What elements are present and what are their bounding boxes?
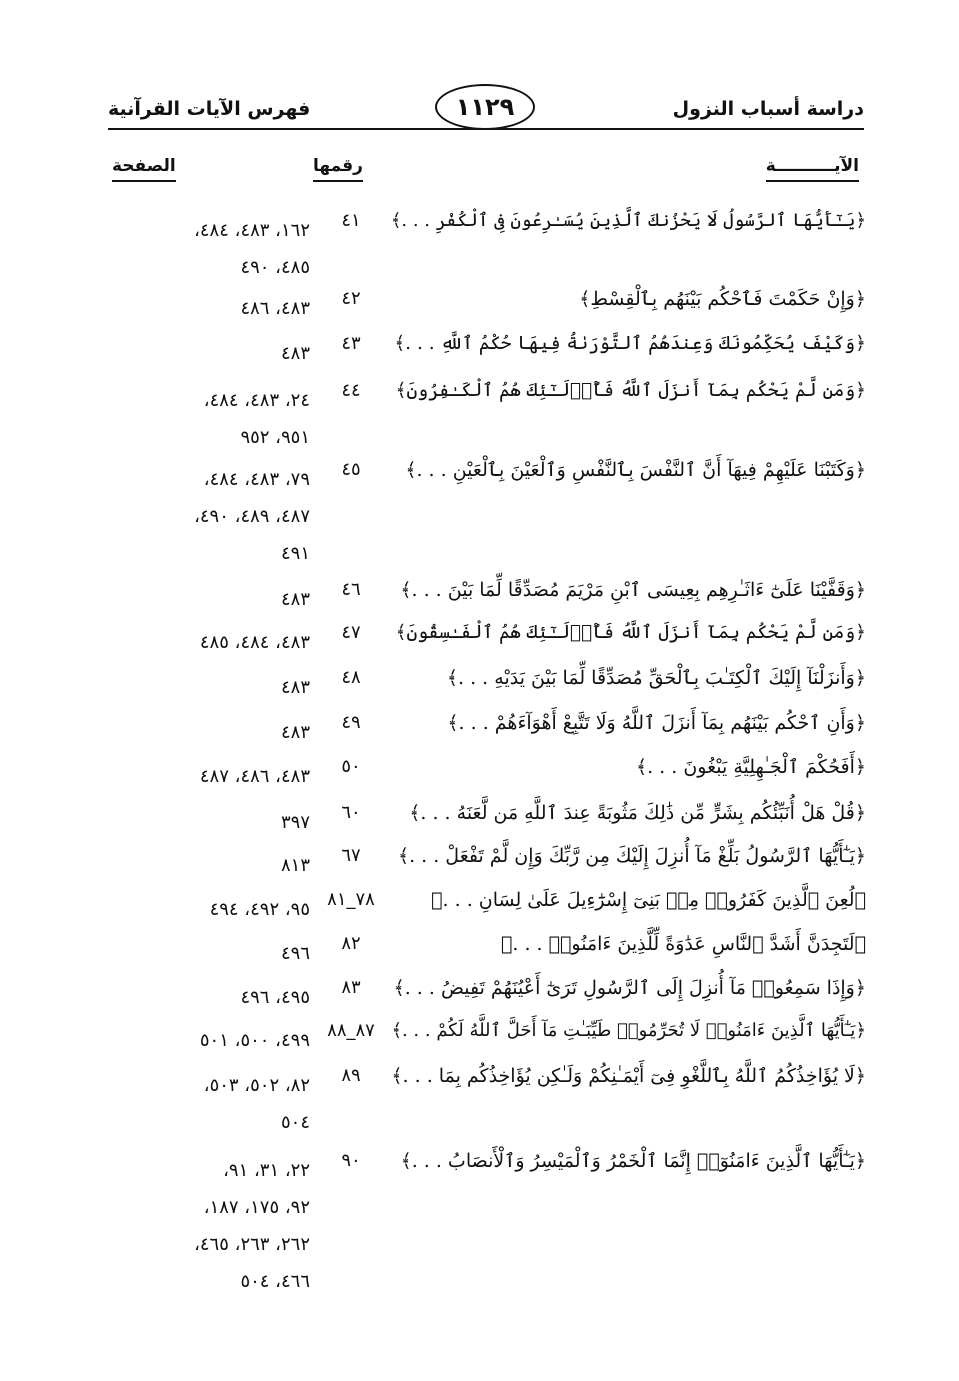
book-title: دراسة أسباب النزول <box>672 98 864 120</box>
page-ref-line: ٤٨٣ <box>280 677 310 698</box>
verse-text: ﴿وَإِنْ حَكَمْتَ فَٱحْكُم بَيْنَهُم بِٱلْقِسْطِ﴾ <box>579 288 866 310</box>
verse-text: ﴿وَأَنزَلْنَآ إِلَيْكَ ٱلْكِتَـٰبَ بِٱلْحَقِّ مُصَدِّقًا لِّمَا بَيْنَ يَدَيْهِ . . .﴾ <box>446 667 866 689</box>
page-references <box>110 290 310 327</box>
page-header <box>108 82 864 134</box>
page-ref-line: ٤٨٥، ٤٩٠ <box>240 257 310 278</box>
verse-number: ٤٥ <box>341 459 361 480</box>
page-references <box>110 335 310 372</box>
page-ref-line: ٩٥١، ٩٥٢ <box>240 427 310 448</box>
page-ref-line: ٢٤، ٤٨٣، ٤٨٤، <box>203 390 310 411</box>
verse-text: ﴿يَـٰٓأَيُّهَا ٱلَّذِينَ ءَامَنُوٓا۟ إِنَّمَا ٱلْخَمْرُ وَٱلْمَيْسِرُ وَٱلْأَنصَابُ . . .﴾ <box>400 1150 866 1172</box>
page-ref-line: ١٦٢، ٤٨٣، ٤٨٤، <box>194 220 310 241</box>
verse-number: ٦٠ <box>341 802 361 823</box>
verse-number: ٤٨ <box>341 667 361 688</box>
verse-number: ٤٣ <box>341 333 361 354</box>
verse-text: ﴿وَقَفَّيْنَا عَلَىٰٓ ءَاثَـٰرِهِم بِعِيسَى ٱبْنِ مَرْيَمَ مُصَدِّقًا لِّمَا بَيْنَ . . .﴾ <box>400 579 866 601</box>
verse-text: ﴿وَأَنِ ٱحْكُم بَيْنَهُم بِمَآ أَنزَلَ ٱللَّهُ وَلَا تَتَّبِعْ أَهْوَآءَهُمْ . . .﴾ <box>447 712 866 734</box>
verse-number: ٩٠ <box>341 1150 361 1171</box>
page-references <box>110 382 310 456</box>
page-references <box>110 624 310 661</box>
verse-number: ٥٠ <box>341 756 361 777</box>
verse-number: ٤٩ <box>341 712 361 733</box>
column-header-number-label: رقمها <box>313 156 363 182</box>
page-references <box>110 461 310 572</box>
page-ref-line: ٤٩١ <box>280 543 310 564</box>
verse-number: ٧٨_٨١ <box>327 889 375 910</box>
page-ref-line: ٨٢، ٥٠٢، ٥٠٣، <box>203 1075 310 1096</box>
page-ref-line: ٢٢، ٣١، ٩١، <box>223 1160 310 1181</box>
section-title: فهرس الآيات القرآنية <box>108 98 311 120</box>
verse-number: ٨٧_٨٨ <box>327 1020 375 1041</box>
page-references <box>110 979 310 1016</box>
page-ref-line: ٧٩، ٤٨٣، ٤٨٤، <box>203 469 310 490</box>
column-header-page-label: الصفحة <box>112 156 176 182</box>
column-header-page <box>112 156 176 176</box>
verse-number: ٤٢ <box>341 288 361 309</box>
verse-text: ﴿لَتَجِدَنَّ أَشَدَّ ٱلنَّاسِ عَدَٰوَةً لِّلَّذِينَ ءَامَنُوا۟ . . .﴾ <box>500 933 866 955</box>
column-header-number <box>313 156 363 176</box>
page-references <box>110 1022 310 1059</box>
page-ref-line: ٤٩٥، ٤٩٦ <box>240 987 310 1008</box>
header-divider <box>108 128 864 130</box>
verse-number: ٦٧ <box>341 845 361 866</box>
verse-number: ٨٢ <box>341 933 361 954</box>
page-ref-line: ٤٨٣ <box>280 589 310 610</box>
verse-text: ﴿قُلْ هَلْ أُنَبِّئُكُم بِشَرٍّ مِّن ذَٰلِكَ مَثُوبَةً عِندَ ٱللَّهِ مَن لَّعَنَهُ . . .﴾ <box>409 802 866 824</box>
page-ref-line: ٤٨٣، ٤٨٤، ٤٨٥ <box>199 632 310 653</box>
verse-number: ٨٣ <box>341 977 361 998</box>
verse-text: ﴿يَـٰٓأَيُّهَا ٱلرَّسُولُ لَا يَحْزُنكَ ٱلَّذِينَ يُسَـٰرِعُونَ فِى ٱلْكُفْرِ . . .﴾ <box>390 210 866 231</box>
page-ref-line: ٨١٣ <box>280 855 310 876</box>
verse-text: ﴿وَمَن لَّمْ يَحْكُم بِمَآ أَنزَلَ ٱللَّهُ فَأُو۟لَـٰٓئِكَ هُمُ ٱلْكَـٰفِرُونَ﴾ <box>395 380 866 401</box>
page-references <box>110 1067 310 1141</box>
verse-text: ﴿وَكَيْفَ يُحَكِّمُونَكَ وَعِندَهُمُ ٱلتَّوْرَىٰةُ فِيهَا حُكْمُ ٱللَّهِ . . .﴾ <box>394 333 866 354</box>
page-references <box>110 935 310 972</box>
verse-text: ﴿لَا يُؤَاخِذُكُمُ ٱللَّهُ بِٱللَّغْوِ فِىٓ أَيْمَـٰنِكُمْ وَلَـٰكِن يُؤَاخِذُكُم بِمَا . . .﴾ <box>391 1065 866 1087</box>
verse-number: ٤١ <box>341 210 361 231</box>
verse-text: ﴿أَفَحُكْمَ ٱلْجَـٰهِلِيَّةِ يَبْغُونَ . . .﴾ <box>635 756 866 778</box>
verse-text: ﴿وَمَن لَّمْ يَحْكُم بِمَآ أَنزَلَ ٱللَّهُ فَأُو۟لَـٰٓئِكَ هُمُ ٱلْفَـٰسِقُونَ﴾ <box>395 622 866 643</box>
column-header-ayah-label: الآيــــــــــة <box>766 156 859 182</box>
verse-number: ٤٦ <box>341 579 361 600</box>
verse-text: ﴿يَـٰٓأَيُّهَا ٱلرَّسُولُ بَلِّغْ مَآ أُنزِلَ إِلَيْكَ مِن رَّبِّكَ وَإِن لَّمْ تَفْعَلْ . . .﴾ <box>397 845 866 867</box>
verse-text: ﴿يَـٰٓأَيُّهَا ٱلَّذِينَ ءَامَنُوا۟ لَا تُحَرِّمُوا۟ طَيِّبَـٰتِ مَآ أَحَلَّ ٱللَّهُ لَكُمْ . . .﴾ <box>391 1020 866 1041</box>
page-references <box>110 1152 310 1300</box>
page-references <box>110 669 310 706</box>
page-ref-line: ٤٨٣، ٤٨٦ <box>240 298 310 319</box>
page-ref-line: ٩٥، ٤٩٢، ٤٩٤ <box>209 899 310 920</box>
page-ref-line: ٤٦٦، ٥٠٤ <box>240 1271 310 1292</box>
page-references <box>110 758 310 795</box>
page-ref-line: ٩٢، ١٧٥، ١٨٧، <box>203 1197 310 1218</box>
page-references <box>110 847 310 884</box>
page-ref-line: ٢٦٢، ٢٦٣، ٤٦٥، <box>194 1234 310 1255</box>
page-ref-line: ٣٩٧ <box>280 812 310 833</box>
page-references <box>110 891 310 928</box>
page-ref-line: ٤٨٧، ٤٨٩، ٤٩٠، <box>194 506 310 527</box>
verse-text: ﴿لُعِنَ ٱلَّذِينَ كَفَرُوا۟ مِنۢ بَنِىٓ إِسْرَٰٓءِيلَ عَلَىٰ لِسَانِ . . .﴾ <box>431 889 866 911</box>
verse-text: ﴿وَإِذَا سَمِعُوا۟ مَآ أُنزِلَ إِلَى ٱلرَّسُولِ تَرَىٰٓ أَعْيُنَهُمْ تَفِيضُ . . .﴾ <box>393 977 866 999</box>
page-references <box>110 581 310 618</box>
column-header-ayah <box>766 156 859 176</box>
page-ref-line: ٤٨٣ <box>280 722 310 743</box>
verse-number: ٨٩ <box>341 1065 361 1086</box>
page-references <box>110 804 310 841</box>
page-ref-line: ٤٨٣، ٤٨٦، ٤٨٧ <box>199 766 310 787</box>
verse-text: ﴿وَكَتَبْنَا عَلَيْهِمْ فِيهَآ أَنَّ ٱلنَّفْسَ بِٱلنَّفْسِ وَٱلْعَيْنَ بِٱلْعَيْنِ . . .﴾ <box>405 459 866 481</box>
page-references <box>110 714 310 751</box>
verse-number: ٤٤ <box>341 380 361 401</box>
page-number: ١١٢٩ <box>435 84 535 130</box>
page-ref-line: ٥٠٤ <box>280 1112 310 1133</box>
page-references <box>110 212 310 286</box>
page-ref-line: ٤٩٩، ٥٠٠، ٥٠١ <box>199 1030 310 1051</box>
page-ref-line: ٤٨٣ <box>280 343 310 364</box>
verse-number: ٤٧ <box>341 622 361 643</box>
page-ref-line: ٤٩٦ <box>280 943 310 964</box>
